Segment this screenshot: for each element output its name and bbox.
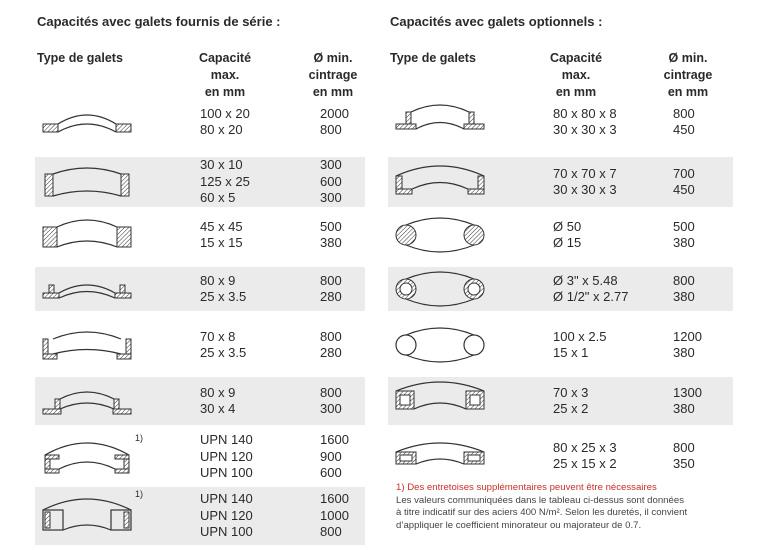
table-row bbox=[35, 267, 365, 311]
footnote-spacers: 1) Des entretoises supplémentaires peuvent être nécessaires bbox=[396, 482, 657, 493]
t-bar-roll-icon bbox=[41, 267, 133, 311]
capacity-cell: 45 x 45 15 x 15 bbox=[200, 218, 243, 250]
diameter-cell: 2000 800 bbox=[320, 105, 349, 137]
table-row bbox=[35, 157, 365, 207]
capacity-cell: 80 x 9 30 x 4 bbox=[200, 384, 236, 416]
diameter-cell: 800 280 bbox=[320, 272, 342, 304]
capacity-cell: 80 x 25 x 3 25 x 15 x 2 bbox=[553, 439, 617, 471]
capacity-cell: UPN 140 UPN 120 UPN 100 bbox=[200, 491, 253, 540]
square-tube-roll-icon bbox=[394, 379, 486, 423]
capacity-cell: 100 x 20 80 x 20 bbox=[200, 105, 250, 137]
diameter-cell: 800 380 bbox=[673, 272, 695, 304]
flat-bar-roll-icon bbox=[41, 100, 133, 144]
footnote-line: à titre indicatif sur des aciers 400 N/m². Selon les duretés, il convient bbox=[396, 507, 688, 518]
footnote-line: Les valeurs communiquées dans le tableau ci-dessus sont données bbox=[396, 494, 684, 506]
header-diameter: Ø min. cintrage en mm bbox=[663, 51, 713, 99]
capacity-cell: 70 x 8 25 x 3.5 bbox=[200, 328, 247, 360]
flat-bar-edge-roll-icon bbox=[41, 160, 133, 204]
pipe-roll-icon bbox=[394, 267, 486, 311]
rect-tube-roll-icon bbox=[394, 434, 486, 478]
diameter-cell: 1600 1000 800 bbox=[320, 491, 349, 540]
section-title-optional: Capacités avec galets optionnels : bbox=[390, 14, 603, 29]
diameter-cell: 500 380 bbox=[320, 218, 342, 250]
table-row bbox=[388, 377, 733, 425]
square-bar-roll-icon bbox=[41, 213, 133, 257]
footnote-marker: 1) bbox=[135, 433, 144, 443]
channel-roll-icon bbox=[41, 435, 133, 479]
section-title-standard: Capacités avec galets fournis de série : bbox=[37, 14, 281, 29]
diameter-cell: 700 450 bbox=[673, 165, 695, 197]
table-row bbox=[388, 321, 733, 369]
table-row bbox=[388, 267, 733, 311]
capacity-cell: Ø 50 Ø 15 bbox=[553, 218, 582, 250]
capacity-cell: UPN 140 UPN 120 UPN 100 bbox=[200, 432, 253, 481]
angle-heavy-roll-icon bbox=[394, 160, 486, 204]
diameter-cell: 800 350 bbox=[673, 439, 695, 471]
round-tube-roll-icon bbox=[394, 323, 486, 367]
capacity-cell: 100 x 2.5 15 x 1 bbox=[553, 328, 607, 360]
diameter-cell: 800 450 bbox=[673, 105, 695, 137]
channel-flange-roll-icon bbox=[41, 494, 133, 538]
angle-in-roll-icon bbox=[41, 379, 133, 423]
table-row bbox=[35, 103, 365, 141]
t-web-roll-icon bbox=[394, 100, 486, 144]
diameter-cell: 1300 380 bbox=[673, 384, 702, 416]
capacity-cell: Ø 3" x 5.48 Ø 1/2" x 2.77 bbox=[553, 272, 629, 304]
header-type: Type de galets bbox=[390, 51, 476, 65]
angle-out-roll-icon bbox=[41, 323, 133, 367]
capacity-cell: 70 x 3 25 x 2 bbox=[553, 384, 589, 416]
diameter-cell: 1200 380 bbox=[673, 328, 702, 360]
capacity-cell: 80 x 80 x 8 30 x 30 x 3 bbox=[553, 105, 617, 137]
table-row bbox=[388, 213, 733, 257]
table-row bbox=[35, 487, 365, 545]
capacity-cell: 70 x 70 x 7 30 x 30 x 3 bbox=[553, 165, 617, 197]
header-diameter: Ø min. cintrage en mm bbox=[308, 51, 358, 99]
round-bar-roll-icon bbox=[394, 213, 486, 257]
diameter-cell: 800 280 bbox=[320, 328, 342, 360]
capacity-cell: 80 x 9 25 x 3.5 bbox=[200, 272, 247, 304]
table-row bbox=[35, 213, 365, 257]
header-type: Type de galets bbox=[37, 51, 123, 65]
table-row bbox=[35, 321, 365, 369]
header-capacity: Capacité max. en mm bbox=[198, 51, 252, 99]
diameter-cell: 1600 900 600 bbox=[320, 432, 349, 481]
diameter-cell: 800 300 bbox=[320, 384, 342, 416]
table-row bbox=[35, 377, 365, 425]
footnote-line: d’appliquer le coefficient minorateur ou majorateur de 0.7. bbox=[396, 519, 642, 531]
table-row bbox=[388, 157, 733, 207]
table-row bbox=[388, 431, 733, 481]
table-row bbox=[388, 103, 733, 141]
diameter-cell: 300 600 300 bbox=[320, 157, 342, 206]
footnote-marker: 1) bbox=[135, 489, 144, 499]
footnote bbox=[396, 482, 736, 532]
header-capacity: Capacité max. en mm bbox=[549, 51, 603, 99]
diameter-cell: 500 380 bbox=[673, 218, 695, 250]
table-row bbox=[35, 431, 365, 483]
capacity-cell: 30 x 10 125 x 25 60 x 5 bbox=[200, 157, 250, 206]
